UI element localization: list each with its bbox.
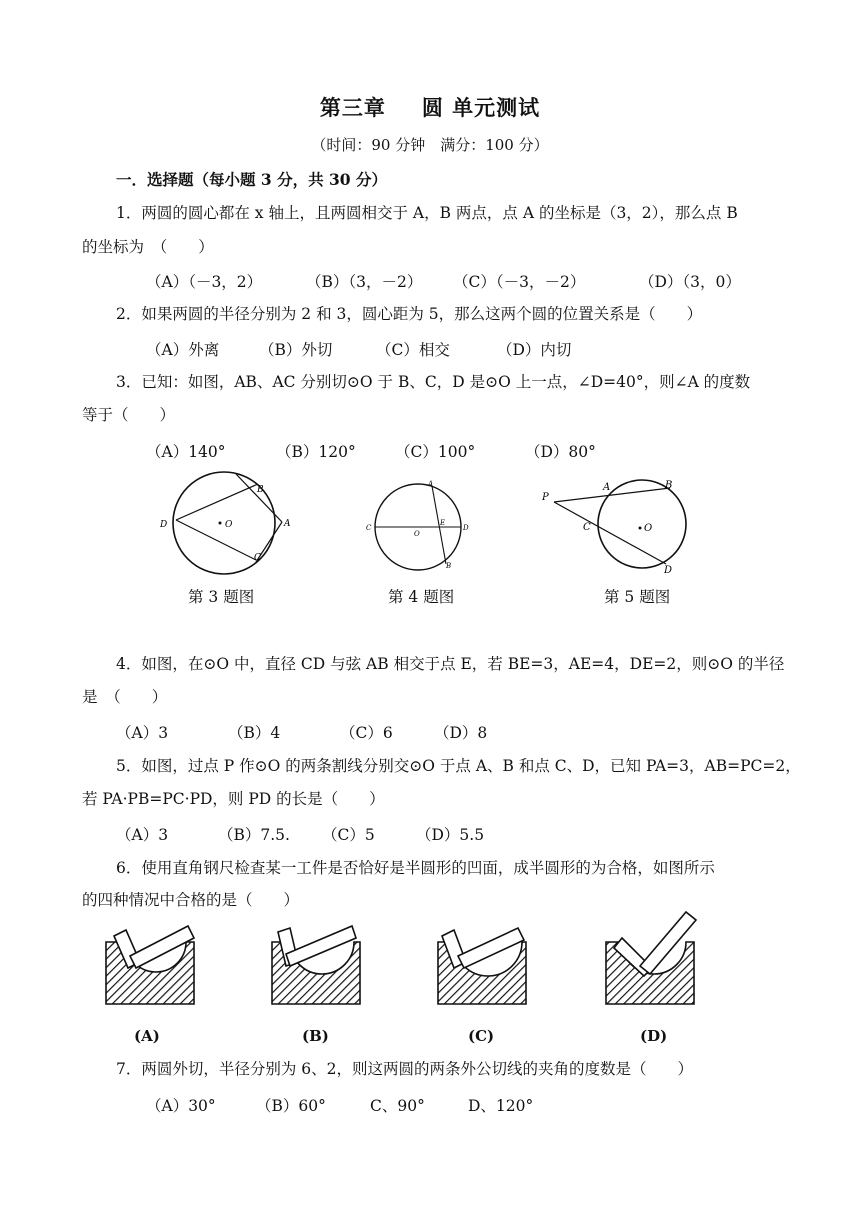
q7-option-c: C、90° (370, 1097, 425, 1115)
fig5-label-a: A (603, 482, 611, 493)
q2-option-a: （A）外离 (146, 341, 220, 359)
figure-4 (362, 476, 474, 574)
figure-5-caption: 第 5 题图 (604, 588, 671, 606)
page-title (0, 92, 860, 122)
q4-text-1: 4．如图，在⊙O 中，直径 CD 与弦 AB 相交于点 E，若 BE=3，AE=4，DE=2，则⊙O 的半径 (116, 655, 785, 673)
fig4-label-b: B (446, 562, 452, 570)
figure-3-caption: 第 3 题图 (188, 588, 255, 606)
q1-option-b: （B）（3，－2） (306, 273, 423, 291)
fig5-label-o: O (644, 523, 653, 534)
q4-options (116, 721, 487, 743)
q2-option-b: （B）外切 (259, 341, 333, 359)
q2-option-c: （C）相交 (376, 341, 450, 359)
q3-option-d: （D）80° (525, 443, 596, 461)
figure-4-caption: 第 4 题图 (388, 588, 455, 606)
q3-options (146, 440, 596, 462)
q2-option-d: （D）内切 (497, 341, 572, 359)
fig3-label-d: D (160, 520, 168, 530)
q6-text-1: 6．使用直角钢尺检查某一工件是否恰好是半圆形的凹面，成半圆形的为合格，如图所示 (116, 859, 715, 877)
q4-option-a: （A）3 (116, 724, 169, 742)
q2-options (146, 338, 571, 360)
q7-option-a: （A）30° (146, 1097, 216, 1115)
q7-option-d: D、120° (468, 1097, 534, 1115)
fig5-label-b: B (665, 480, 673, 491)
workpiece-c (432, 922, 532, 1008)
workpiece-c-label: (C) (468, 1027, 495, 1045)
title-rest: 圆 单元测试 (421, 95, 541, 120)
workpiece-a (100, 922, 200, 1008)
q4-option-c: （C）6 (340, 724, 393, 742)
q5-text-1: 5．如图，过点 P 作⊙O 的两条割线分别交⊙O 于点 A、B 和点 C、D，已知 PA=3，AB=PC=2， (116, 757, 801, 775)
q4-option-d: （D）8 (434, 724, 488, 742)
q3-option-b: （B）120° (276, 443, 356, 461)
q7-option-b: （B）60° (256, 1097, 326, 1115)
fig3-label-a: A (284, 519, 291, 529)
q2-text-1: 2．如果两圆的半径分别为 2 和 3，圆心距为 5，那么这两个圆的位置关系是（ ） (116, 305, 703, 323)
q5-options (116, 823, 484, 845)
fig4-label-a: A (428, 480, 434, 488)
q5-option-b: （B）7.5. (218, 826, 290, 844)
workpiece-b-label: (B) (302, 1027, 329, 1045)
q7-text-1: 7．两圆外切，半径分别为 6、2，则这两圆的两条外公切线的夹角的度数是（ ） (116, 1060, 694, 1078)
q1-options (146, 270, 741, 292)
q5-option-a: （A）3 (116, 826, 169, 844)
fig3-label-b: B (257, 485, 264, 495)
q4-option-b: （B）4 (228, 724, 281, 742)
q5-option-d: （D）5.5 (416, 826, 485, 844)
workpiece-d (600, 908, 700, 1008)
fig4-label-c: C (366, 524, 372, 532)
q1-text-1: 1．两圆的圆心都在 x 轴上，且两圆相交于 A，B 两点，点 A 的坐标是（3，2），那么点 B (116, 204, 738, 222)
fig5-label-d: D (664, 565, 673, 576)
q3-option-a: （A）140° (146, 443, 226, 461)
fig5-label-c: C (583, 522, 591, 533)
workpiece-b (266, 922, 366, 1008)
fig3-label-o: O (225, 520, 233, 530)
title-chapter: 第三章 (319, 95, 386, 120)
q1-option-a: （A）（－3，2） (146, 273, 263, 291)
workpiece-a-label: (A) (134, 1027, 160, 1045)
fig5-label-p: P (542, 492, 549, 503)
q3-option-c: （C）100° (395, 443, 476, 461)
q1-option-d: （D）（3，0） (639, 273, 741, 291)
fig3-label-c: C (254, 553, 261, 563)
page-subtitle: （时间：90 分钟 满分：100 分） (311, 136, 549, 154)
section-heading: 一．选择题（每小题 3 分，共 30 分） (116, 170, 387, 189)
figure-3 (150, 468, 300, 578)
fig4-label-d: D (463, 524, 469, 532)
q5-option-c: （C）5 (322, 826, 375, 844)
figure-5 (540, 472, 700, 578)
q4-text-2: 是 （ ） (82, 688, 168, 706)
q6-text-2: 的四种情况中合格的是（ ） (82, 891, 300, 909)
fig4-label-o: O (414, 530, 420, 538)
q3-text-1: 3．已知：如图，AB、AC 分别切⊙O 于 B、C，D 是⊙O 上一点，∠D=40°，则∠A 的度数 (116, 373, 751, 391)
fig4-label-e: E (440, 519, 446, 527)
q7-options (146, 1094, 533, 1116)
q1-text-2: 的坐标为 （ ） (82, 238, 214, 256)
q3-text-2: 等于（ ） (82, 406, 176, 424)
workpiece-d-label: (D) (640, 1027, 668, 1045)
q1-option-c: （C）（－3，－2） (453, 273, 586, 291)
q5-text-2: 若 PA·PB=PC·PD，则 PD 的长是（ ） (82, 790, 385, 808)
